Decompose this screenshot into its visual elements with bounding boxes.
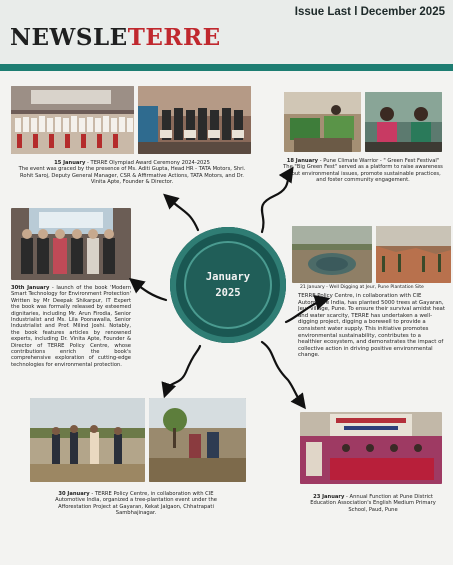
greenfest-date: 18 January <box>286 158 319 164</box>
arrow-to-book <box>134 282 166 300</box>
annual-function-caption <box>305 494 441 513</box>
book-launch-photo <box>11 208 131 280</box>
annual-function-photo <box>300 412 442 484</box>
well-digging-photo-1 <box>292 226 372 283</box>
book-launch-text: - launch of the book 'Modern Smart Technology for Environment Protection' Written by Mr Deepak Shikarpur, IT Expert the book was formally released by esteemed dignitaries, including Mr. Arun Firodia, Senior Industrialist and Ms. Lila Poonawalla, Senior Industrialist and Prof. Milind Joshi. Notably, the book features articles by renowned experts, including Dr. Vinita Apte, Founder & Director of TERRE Policy Centre, whose contributions enrich the book's comprehensive exploration of cutting-edge technologies for environmental protection. <box>11 285 131 368</box>
olympiad-photo-1 <box>11 86 134 154</box>
header-bar <box>0 0 453 64</box>
arrow-to-olympiad <box>168 198 198 230</box>
issue-label: Issue Last l December 2025 <box>294 6 445 18</box>
greenfest-photo-1 <box>284 92 361 152</box>
book-launch-date: 30th January <box>11 285 50 291</box>
greenfest-text: - Pune Climate Warrior - " Green Fest Festival" The "Big Green Fest" served as a platform to raise awareness about environmental issues, promote sustainable practices, and foster community engagement. <box>283 158 443 184</box>
olympiad-caption <box>14 160 250 186</box>
annual-function-text: - Annual Function at Pune District Education Association's English Medium Primary School, Paud, Pune <box>310 494 436 513</box>
month-circle-inner <box>184 241 272 329</box>
afforestation-text: - TERRE Policy Centre, in collaboration with CIE Automotive India, organized a tree-plantation event under the Afforestation Project at Gayaran, Kekat Jalgaon, Chhatrapati Sambhajinagar. <box>55 491 217 517</box>
well-digging-photo-caption: 21 January - Well Digging at Jeur, Pune Plantation Site <box>300 285 424 290</box>
olympiad-title: - TERRE Olympiad Award Ceremony 2024-2025 <box>85 160 210 166</box>
greenfest-caption <box>283 158 443 184</box>
afforestation-caption <box>47 491 225 517</box>
teal-band <box>0 64 453 71</box>
well-digging-text: TERRE Policy Centre, in collaboration with CIE Automotive India, has planted 5000 trees at Gayaran, Jeur village, Pune. To ensure their survival amidst heat and water scarcity, TERRE has undertaken a well-digging project, digging a borewell to provide a consistent water supply. This initiative promotes environmental sustainability, contributes to a healthier ecosystem, and demonstrates the impact of collective action in driving positive environmental change. <box>298 293 445 359</box>
newsletter-logo <box>10 24 221 51</box>
book-launch-caption <box>11 285 131 368</box>
afforestation-date: 30 January <box>58 491 90 497</box>
logo-part-2: TERRE <box>127 24 221 51</box>
year-label: 2025 <box>215 287 241 299</box>
month-circle <box>170 227 286 343</box>
arrow-to-afforestation <box>166 346 200 392</box>
olympiad-date: 15 January <box>54 160 86 166</box>
olympiad-detail: The event was graced by the presence of Ms. Aditi Gupta, Head HR - TATA Motors, Shri. Rohit Saroj, Deputy General Manager, CSR & Affirmative Actions, TATA Motors, and Dr. Vinita Apte, Founder & Director. <box>18 166 246 186</box>
arrow-to-annual <box>262 342 302 404</box>
logo-part-1: NEWSLE <box>10 24 128 51</box>
annual-function-date: 23 January <box>313 494 345 500</box>
well-digging-photo-2 <box>376 226 451 283</box>
month-label: January <box>205 271 251 283</box>
olympiad-photo-2 <box>138 86 251 154</box>
greenfest-photo-2 <box>365 92 442 152</box>
afforestation-photo-2 <box>149 398 246 482</box>
afforestation-photo-1 <box>30 398 145 482</box>
